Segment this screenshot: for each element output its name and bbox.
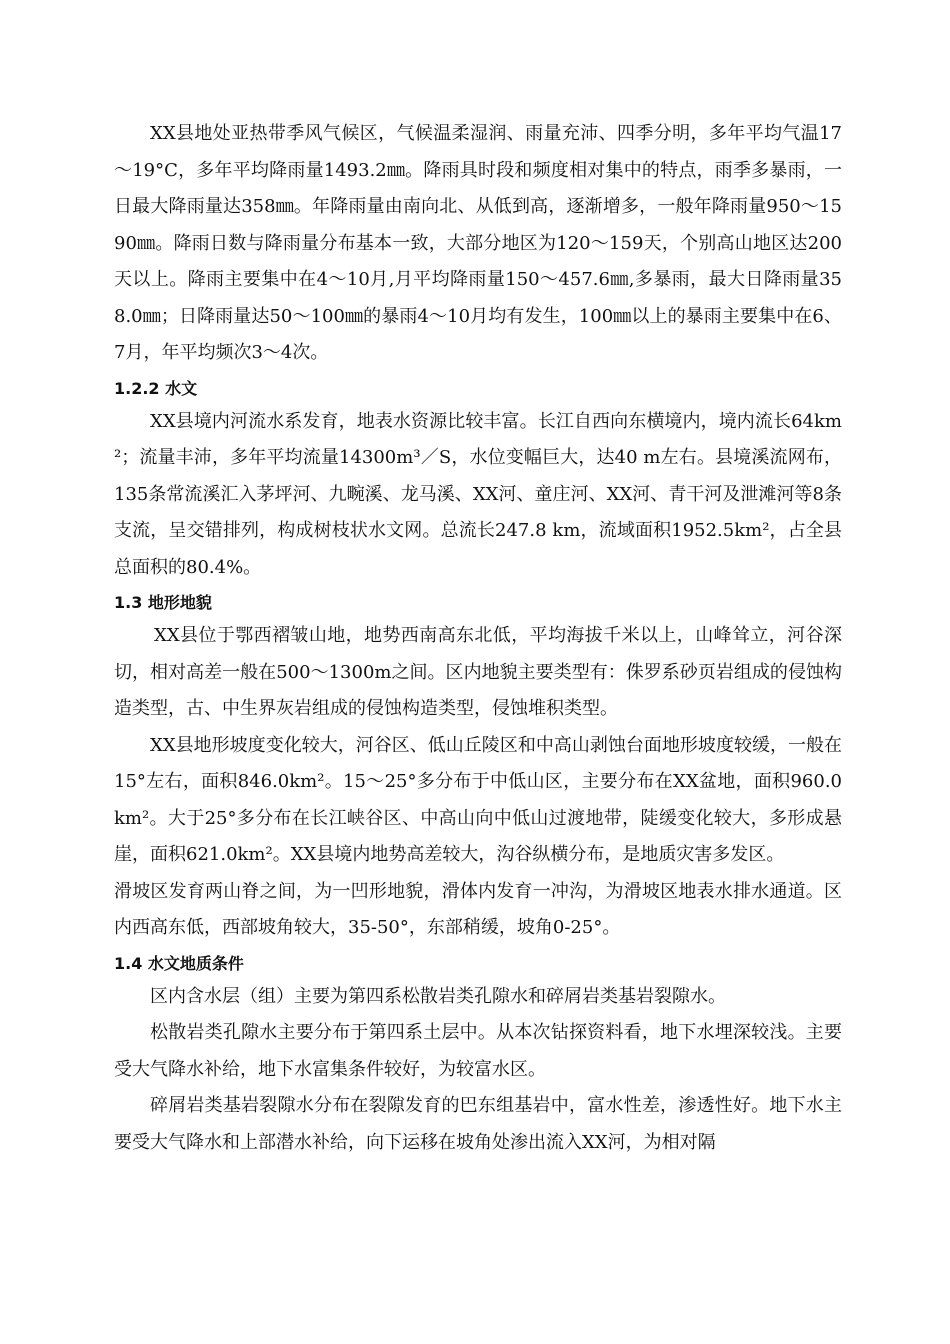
paragraph-terrain-3: 滑坡区发育两山脊之间，为一凹形地貌，滑体内发育一冲沟，为滑坡区地表水排水通道。区内西高东低，西部坡角较大，35-50°，东部稍缓，坡角0-25°。 [114,880,842,938]
paragraph-hydrogeo-2: 松散岩类孔隙水主要分布于第四系土层中。从本次钻探资料看，地下水埋深较浅。主要受大气降水补给，地下水富集条件较好，为较富水区。 [114,1022,842,1080]
paragraph-hydrogeo-3: 碎屑岩类基岩裂隙水分布在裂隙发育的巴东组基岩中，富水性差，渗透性好。地下水主要受大气降水和上部潜水补给，向下运移在坡角处渗出流入XX河，为相对隔 [114,1095,842,1153]
paragraph-terrain-1: XX县位于鄂西褶皱山地，地势西南高东北低，平均海拔千米以上，山峰耸立，河谷深切，相对高差一般在500～1300m之间。区内地貌主要类型有：侏罗系砂页岩组成的侵蚀构造类型，古、中生界灰岩组成的侵蚀构造类型，侵蚀堆积类型。 [114,625,842,719]
heading-hydrogeology: 1.4 水文地质条件 [114,953,244,973]
paragraph-hydrogeo-1: 区内含水层（组）主要为第四系松散岩类孔隙水和碎屑岩类基岩裂隙水。 [150,985,726,1007]
document-page [114,116,842,1161]
paragraph-hydrology: XX县境内河流水系发育，地表水资源比较丰富。长江自西向东横境内，境内流长64km²；流量丰沛，多年平均流量14300m³／S，水位变幅巨大，达40 m左右。县境溪流网布，135条常流溪汇入茅坪河、九畹溪、龙马溪、XX河、童庄河、XX河、青干河及泄滩河等8条支流，呈交错排列，构成树枝状水文网。总流长247.8 km，流域面积1952.5km²，占全县总面积的80.4%。 [114,410,842,578]
heading-terrain: 1.3 地形地貌 [114,593,212,612]
paragraph-climate: XX县地处亚热带季风气候区，气候温柔湿润、雨量充沛、四季分明，多年平均气温17～19°C，多年平均降雨量1493.2㎜。降雨具时段和频度相对集中的特点，雨季多暴雨，一日最大降雨量达358㎜。年降雨量由南向北、从低到高，逐渐增多，一般年降雨量950～1590㎜。降雨日数与降雨量分布基本一致，大部分地区为120～159天，个别高山地区达200天以上。降雨主要集中在4～10月,月平均降雨量150～457.6㎜,多暴雨，最大日降雨量358.0㎜；日降雨量达50～100㎜的暴雨4～10月均有发生，100㎜以上的暴雨主要集中在6、7月，年平均频次3～4次。 [114,123,842,363]
heading-hydrology: 1.2.2 水文 [114,378,198,398]
paragraph-terrain-2: XX县地形坡度变化较大，河谷区、低山丘陵区和中高山剥蚀台面地形坡度较缓，一般在15°左右，面积846.0km²。15～25°多分布于中低山区，主要分布在XX盆地，面积960.0km²。大于25°多分布在长江峡谷区、中高山向中低山过渡地带，陡缓变化较大，多形成悬崖，面积621.0km²。XX县境内地势高差较大，沟谷纵横分布，是地质灾害多发区。 [114,734,842,865]
